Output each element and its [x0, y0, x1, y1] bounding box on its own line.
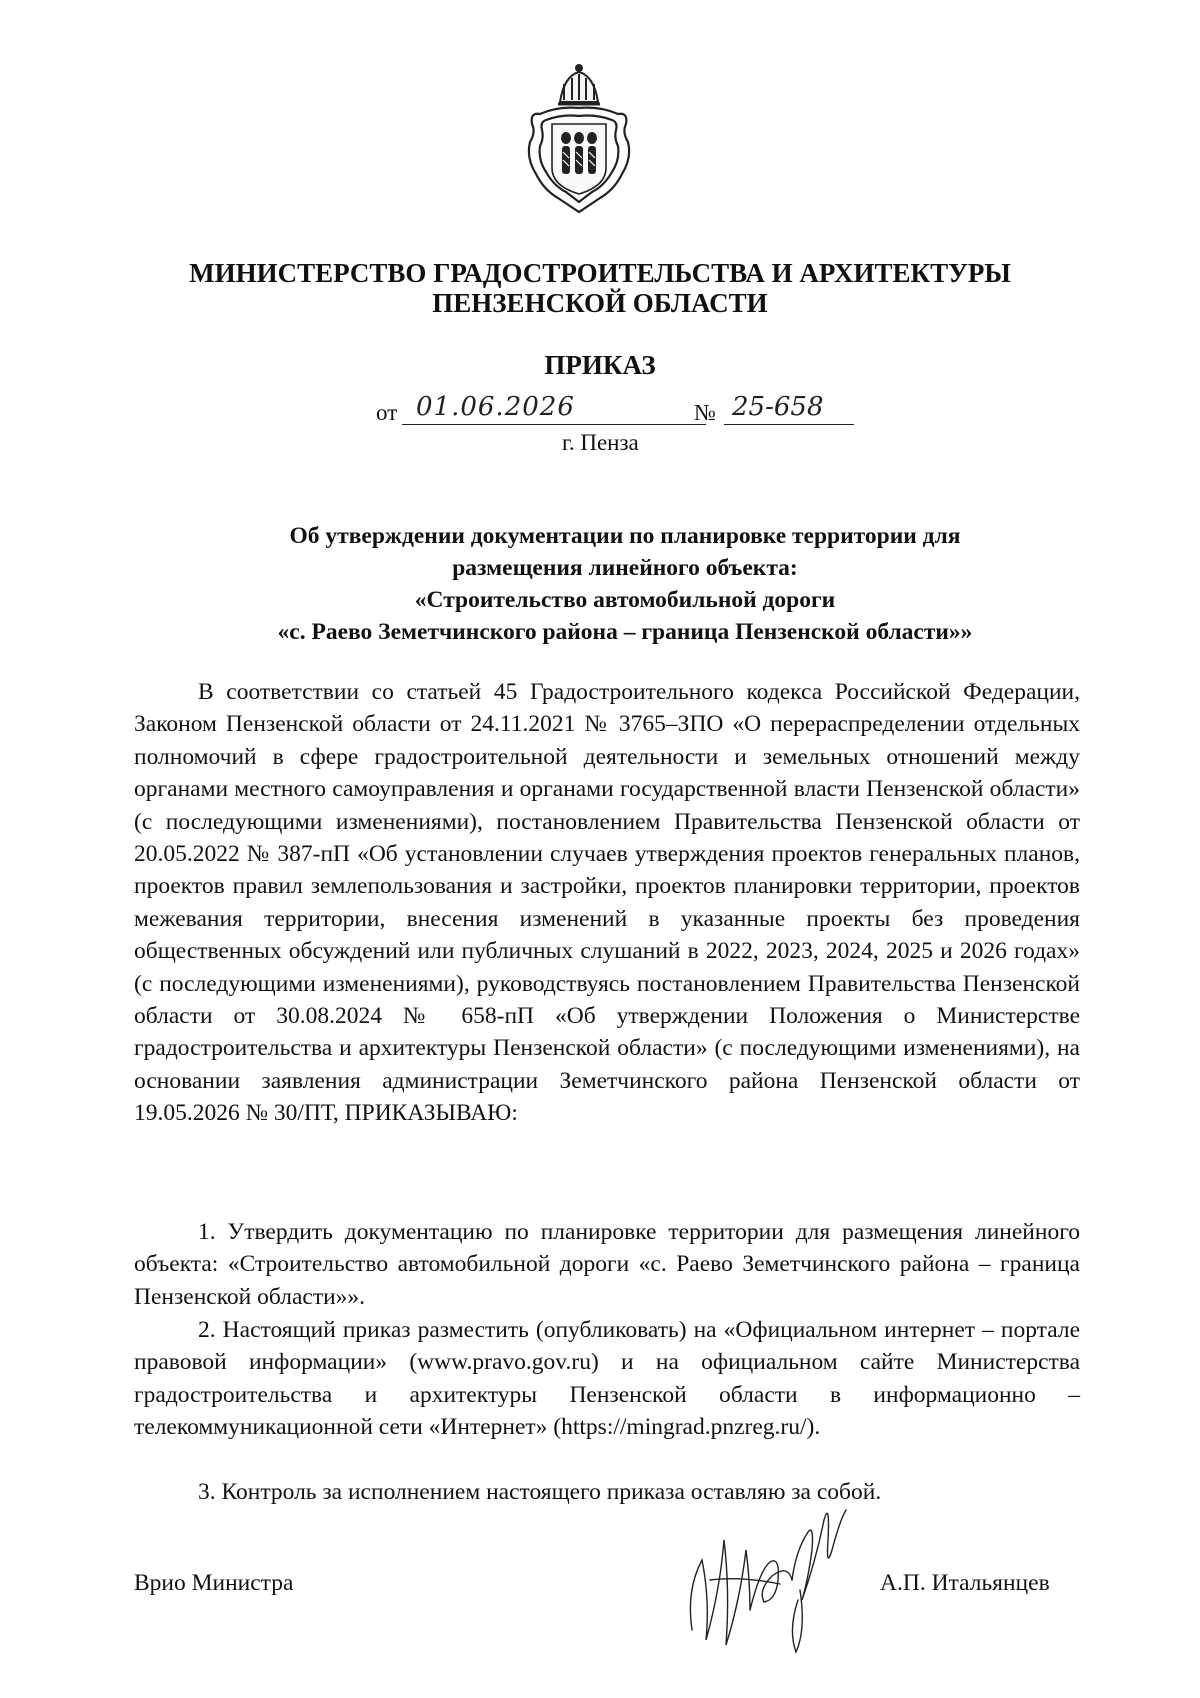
- handwritten-signature: [680, 1480, 860, 1660]
- order-item-2: 2. Настоящий приказ разместить (опубликовать) на «Официальном интернет – портале правовой информации» (www.pravo.gov.ru) и на официальном сайте Министерства градостроительства и архитектуры Пензенской области в информационно – телекоммуникационной сети «Интернет» (https://mingrad.pnzreg.ru/).: [134, 1317, 1080, 1441]
- subject-line-3: «Строительство автомобильной дороги: [414, 587, 836, 613]
- document-type: ПРИКАЗ: [544, 350, 656, 380]
- ministry-line-1: МИНИСТЕРСТВО ГРАДОСТРОИТЕЛЬСТВА И АРХИТЕКТУРЫ: [189, 258, 1011, 288]
- order-item-3: 3. Контроль за исполнением настоящего приказа оставляю за собой.: [198, 1479, 882, 1505]
- signatory-position: Врио Министра: [134, 1570, 294, 1596]
- ministry-line-2: ПЕНЗЕНСКОЙ ОБЛАСТИ: [432, 288, 768, 318]
- order-date: 01.06.2026: [402, 392, 706, 425]
- signatory-name: А.П. Итальянцев: [880, 1570, 1050, 1596]
- number-prefix: №: [694, 400, 716, 425]
- order-date-number-line: [0, 392, 1200, 432]
- order-item-1: 1. Утвердить документацию по планировке территории для размещения линейного объекта: «Строительство автомобильной дороги «с. Раево Земетчинского района – граница Пензенской области»».: [134, 1219, 1080, 1310]
- order-number: 25-658: [724, 392, 854, 425]
- date-prefix: от: [376, 400, 398, 425]
- coat-of-arms-icon: [520, 62, 638, 218]
- subject-line-1: Об утверждении документации по планировке территории для: [289, 523, 961, 549]
- order-subject: [170, 520, 1080, 648]
- city-label: г. Пенза: [562, 430, 639, 455]
- subject-line-4: «с. Раево Земетчинского района – граница Пензенской области»»: [277, 619, 973, 645]
- ministry-name: [100, 258, 1100, 318]
- preamble-paragraph: В соответствии со статьей 45 Градостроительного кодекса Российской Федерации, Законом Пензенской области от 24.11.2021 № 3765–ЗПО «О перераспределении отдельных полномочий в сфере градостроительной деятельности и земельных отношений между органами местного самоуправления и органами государственной власти Пензенской области» (с последующими изменениями), постановлением Правительства Пензенской области от 20.05.2022 № 387-пП «Об установлении случаев утверждения проектов генеральных планов, проектов правил землепользования и застройки, проектов планировки территории, проектов межевания территории, внесения изменений в указанные проекты без проведения общественных обсуждений или публичных слушаний в 2022, 2023, 2024, 2025 и 2026 годах» (с последующими изменениями), руководствуясь постановлением Правительства Пензенской области от 30.08.2024 № 658-пП «Об утверждении Положения о Министерстве градостроительства и архитектуры Пензенской области» (с последующими изменениями), на основании заявления администрации Земетчинского района Пензенской области от 19.05.2026 № 30/ПТ, ПРИКАЗЫВАЮ:: [134, 679, 1080, 1127]
- subject-line-2: размещения линейного объекта:: [452, 555, 798, 581]
